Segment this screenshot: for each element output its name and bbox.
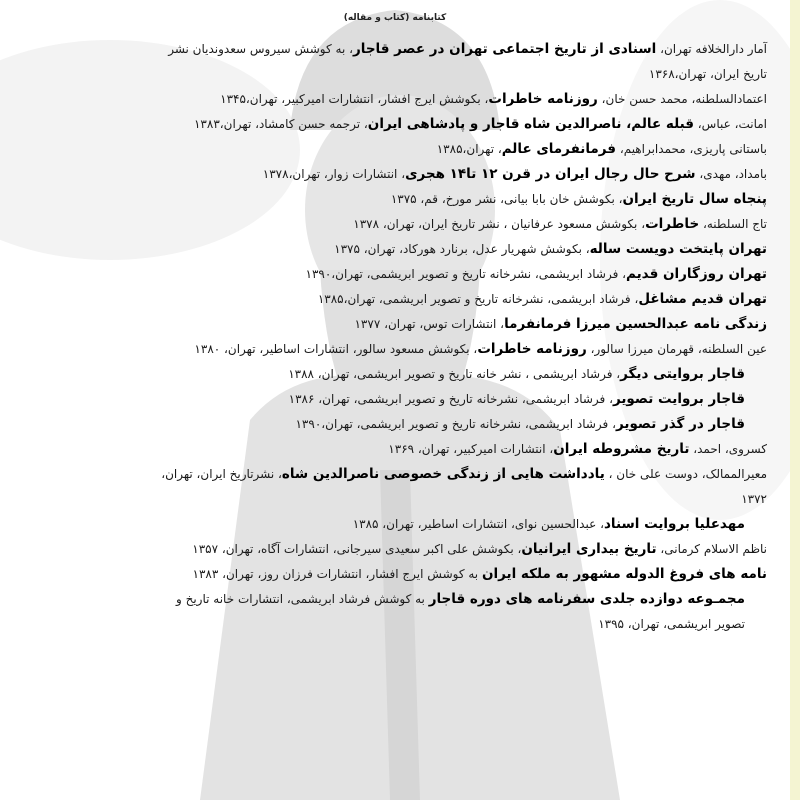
entry-title: شرح حال رجال ایران در قرن ۱۲ تا۱۴ هجری bbox=[405, 166, 696, 182]
bibliography-entry: اعتمادالسلطنه، محمد حسن خان، روزنامه خاطرات، بکوشش ایرج افشار، انتشارات امیرکبیر، تهران،۱۳۴۵ bbox=[220, 91, 767, 107]
entry-title: مهدعلیا بروایت اسناد bbox=[603, 516, 745, 532]
bibliography-list bbox=[155, 37, 767, 637]
entry-title: خاطرات bbox=[645, 216, 700, 232]
bibliography-entry: پنجاه سال تاریخ ایران، بکوشش خان بابا بیانی، نشر مورخ، قم، ۱۳۷۵ bbox=[390, 191, 767, 207]
bibliography-entry: آمار دارالخلافه تهران، اسنادی از تاریخ اجتماعی تهران در عصر قاجار، به کوشش سیروس سعدوندیان نشر تاریخ ایران، تهران،۱۳۶۸ bbox=[168, 41, 767, 81]
entry-title: زندگی نامه عبدالحسین میرزا فرمانفرما bbox=[504, 316, 767, 332]
entry-title: تاریخ مشروطه ایران bbox=[553, 441, 690, 457]
bibliography-entry: معیرالممالک، دوست علی خان ، یادداشت هایی از زندگی خصوصی ناصرالدین شاه، نشرتاریخ ایران، تهران، ۱۳۷۲ bbox=[161, 466, 767, 506]
bibliography-entry: ناظم الاسلام کرمانی، تاریخ بیداری ایرانیان، بکوشش علی اکبر سعیدی سیرجانی، انتشارات آگاه، تهران، ۱۳۵۷ bbox=[192, 541, 767, 557]
entry-title: قاجار بروایت تصویر bbox=[612, 391, 745, 407]
entry-title: قاجار در گذر تصویر bbox=[615, 416, 745, 432]
entry-title: اسنادی از تاریخ اجتماعی تهران در عصر قاجار bbox=[352, 41, 657, 57]
bibliography-entry: قاجار بروایت تصویر، فرشاد ابریشمی، نشرخانه تاریخ و تصویر ابریشمی، تهران، ۱۳۸۶ bbox=[288, 391, 745, 407]
bibliography-entry: مهدعلیا بروایت اسناد، عبدالحسین نوای، انتشارات اساطیر، تهران، ۱۳۸۵ bbox=[352, 516, 745, 532]
bibliography-entry: نامه های فروغ الدوله مشهور به ملکه ایران به کوشش ایرج افشار، انتشارات فرزان روز، تهران، ۱۳۸۳ bbox=[192, 566, 767, 582]
entry-title: پنجاه سال تاریخ ایران bbox=[622, 191, 767, 207]
bibliography-entry: قاجار بروایتی دیگر، فرشاد ابریشمی ، نشر خانه تاریخ و تصویر ابریشمی، تهران، ۱۳۸۸ bbox=[288, 366, 745, 382]
entry-title: فرمانفرمای عالم bbox=[501, 141, 617, 157]
bibliography-entry: عین السلطنه، قهرمان میرزا سالور، روزنامه خاطرات، بکوشش مسعود سالور، انتشارات اساطیر، تهران، ۱۳۸۰ bbox=[194, 341, 767, 357]
entry-title: تهران روزگاران قدیم bbox=[626, 266, 767, 282]
entry-title: نامه های فروغ الدوله مشهور به ملکه ایران bbox=[481, 566, 767, 582]
bibliography-entry: مجمـوعه دوازده جلدی سفرنامه های دوره قاجار به کوشش فرشاد ابریشمی، انتشارات خانه تاریخ و تصویر ابریشمی، تهران، ۱۳۹۵ bbox=[175, 591, 745, 631]
bibliography-entry: تاج السلطنه، خاطرات، بکوشش مسعود عرفانیان ، نشر تاریخ ایران، تهران، ۱۳۷۸ bbox=[353, 216, 767, 232]
entry-title: روزنامه خاطرات bbox=[488, 91, 598, 107]
bibliography-entry: قاجار در گذر تصویر، فرشاد ابریشمی، نشرخانه تاریخ و تصویر ابریشمی، تهران،۱۳۹۰ bbox=[295, 416, 745, 432]
entry-title: تاریخ بیداری ایرانیان bbox=[521, 541, 657, 557]
entry-title: مجمـوعه دوازده جلدی سفرنامه های دوره قاجار bbox=[428, 591, 745, 607]
entry-title: تهران قدیم مشاغل bbox=[638, 291, 767, 307]
bibliography-entry: کسروی، احمد، تاریخ مشروطه ایران، انتشارات امیرکبیر، تهران، ۱۳۶۹ bbox=[388, 441, 767, 457]
bibliography-entry: امانت، عباس، قبله عالم، ناصرالدین شاه قاجار و پادشاهی ایران، ترجمه حسن کامشاد، تهران،۱۳۸۳ bbox=[193, 116, 767, 132]
bibliography-entry: تهران روزگاران قدیم، فرشاد ابریشمی، نشرخانه تاریخ و تصویر ابریشمی، تهران،۱۳۹۰ bbox=[305, 266, 767, 282]
page-header: کتابنامه (کتاب و مقاله) bbox=[343, 13, 447, 23]
bibliography-entry: تهران قدیم مشاغل، فرشاد ابریشمی، نشرخانه تاریخ و تصویر ابریشمی، تهران،۱۳۸۵ bbox=[317, 291, 767, 307]
entry-title: قبله عالم، ناصرالدین شاه قاجار و پادشاهی ایران bbox=[367, 116, 694, 132]
entry-title: روزنامه خاطرات bbox=[477, 341, 587, 357]
entry-title: یادداشت هایی از زندگی خصوصی ناصرالدین شاه bbox=[281, 466, 605, 482]
entry-title: قاجار بروایتی دیگر bbox=[620, 366, 745, 382]
bibliography-entry: باستانی پاریزی، محمدابراهیم، فرمانفرمای عالم، تهران،۱۳۸۵ bbox=[436, 141, 767, 157]
bibliography-entry: زندگی نامه عبدالحسین میرزا فرمانفرما، انتشارات توس، تهران، ۱۳۷۷ bbox=[354, 316, 767, 332]
bibliography-entry: بامداد، مهدی، شرح حال رجال ایران در قرن ۱۲ تا۱۴ هجری، انتشارات زوار، تهران،۱۳۷۸ bbox=[262, 166, 767, 182]
bibliography-entry: تهران پایتخت دویست ساله، بکوشش شهریار عدل، برنارد هورکاد، تهران، ۱۳۷۵ bbox=[334, 241, 767, 257]
entry-title: تهران پایتخت دویست ساله bbox=[589, 241, 767, 257]
